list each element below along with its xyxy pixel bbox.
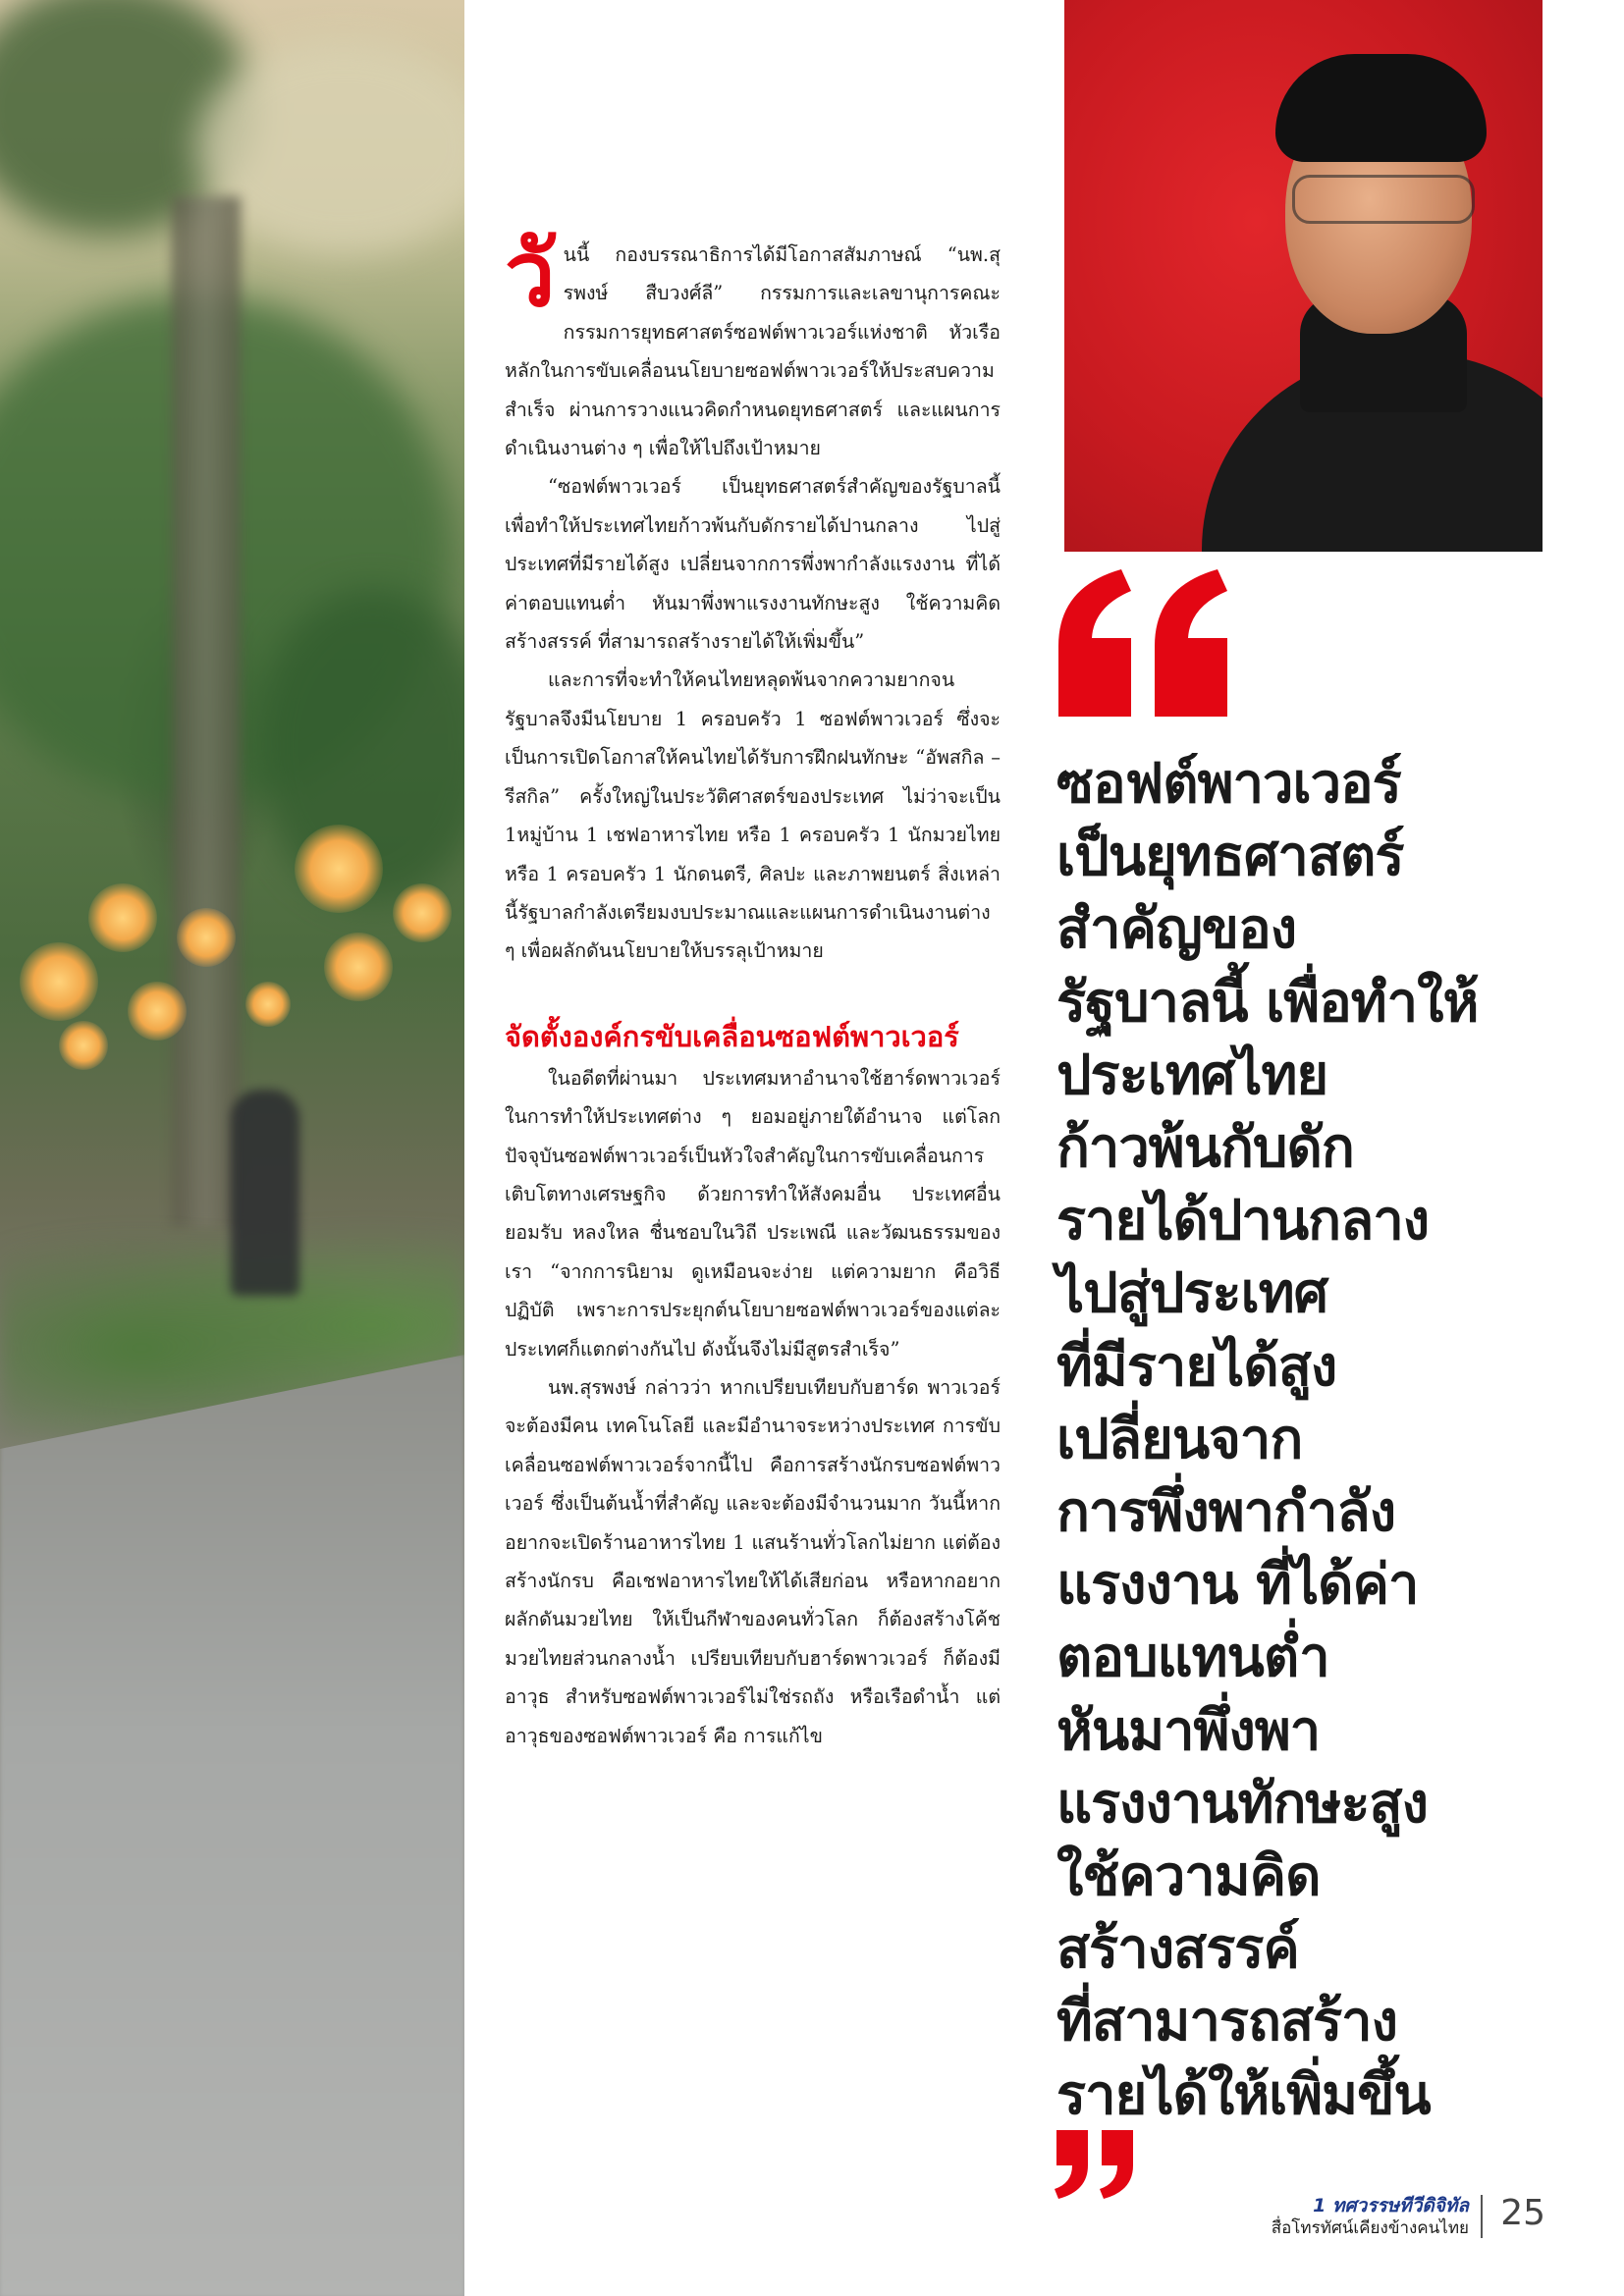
paragraph-history: ในอดีตที่ผ่านมา ประเทศมหาอำนาจใช้ฮาร์ดพาวเวอร์ในการทำให้ประเทศต่าง ๆ ยอมอยู่ภายใต้อำนาจ แต่โลกปัจจุบันซอฟต์พาวเวอร์เป็นหัวใจสำคัญในการขับเคลื่อนการเติบโตทางเศรษฐกิจ ด้วยการทำให้สังคมอื่น ประเทศอื่นยอมรับ หลงใหล ชื่นชอบในวิถี ประเพณี และวัฒนธรรมของเรา “จากการนิยาม ดูเหมือนจะง่าย แต่ความยาก คือวิธีปฏิบัติ เพราะการประยุกต์นโยบายซอฟต์พาวเวอร์ของแต่ละประเทศก็แตกต่างกันไป ดังนั้นจึงไม่มีสูตรสำเร็จ” [505, 1066, 1001, 1361]
pull-quote-line: แรงงาน ที่ได้ค่า [1056, 1553, 1419, 1618]
page-footer [1035, 2191, 1545, 2250]
pull-quote-line: รายได้ปานกลาง [1056, 1189, 1430, 1254]
pull-quote-line: ที่สามารถสร้าง [1056, 1990, 1397, 2055]
footer-tagline-brand: 1 ทศวรรษทีวีดิจิทัล [1313, 2195, 1469, 2216]
intro-paragraph [505, 221, 1001, 467]
pull-quote-line: ซอฟต์พาวเวอร์ [1056, 752, 1401, 816]
page-number: 25 [1500, 2193, 1545, 2233]
paragraph-warriors: นพ.สุรพงษ์ กล่าวว่า หากเปรียบเทียบกับฮาร์ด พาวเวอร์ จะต้องมีคน เทคโนโลยี และมีอำนาจระหว่างประเทศ การขับเคลื่อนซอฟต์พาวเวอร์จากนี้ไป คือการสร้างนักรบซอฟต์พาวเวอร์ ซึ่งเป็นต้นน้ำที่สำคัญ และจะต้องมีจำนวนมาก วันนี้หากอยากจะเปิดร้านอาหารไทย 1 แสนร้านทั่วโลกไม่ยาก แต่ต้องสร้างนักรบ คือเชฟอาหารไทยให้ได้เสียก่อน หรือหากอยากผลักดันมวยไทย ให้เป็นกีฬาของคนทั่วโลก ก็ต้องสร้างโค้ชมวยไทยส่วนกลางน้ำ เปรียบเทียบกับฮาร์ดพาวเวอร์ ก็ต้องมี อาวุธ สำหรับซอฟต์พาวเวอร์ไม่ใช่รถถัง หรือเรือดำน้ำ แต่อาวุธของซอฟต์พาวเวอร์ คือ การแก้ไข [505, 1375, 1001, 1747]
section-heading: จัดตั้งองค์กรขับเคลื่อนซอฟต์พาวเวอร์ [505, 1019, 959, 1053]
pull-quote-line: ไปสู่ประเทศ [1056, 1261, 1328, 1326]
portrait-photo [1064, 0, 1543, 552]
paragraph-policy: และการที่จะทำให้คนไทยหลุดพ้นจากความยากจน รัฐบาลจึงมีนโยบาย 1 ครอบครัว 1 ซอฟต์พาวเวอร์ ซึ่งจะเป็นการเปิดโอกาสให้คนไทยได้รับการฝึกฝนทักษะ “อัพสกิล – รีสกิล” ครั้งใหญ่ในประวัติศาสตร์ของประเทศ ไม่ว่าจะเป็น 1หมู่บ้าน 1 เชฟอาหารไทย หรือ 1 ครอบครัว 1 นักมวยไทย หรือ 1 ครอบครัว 1 นักดนตรี, ศิลปะ และภาพยนตร์ สิ่งเหล่านี้รัฐบาลกำลังเตรียมงบประมาณและแผนการดำเนินงานต่าง ๆ เพื่อผลักดันนโยบายให้บรรลุเป้าหมาย [505, 668, 1001, 963]
pull-quote-line: รัฐบาลนี้ เพื่อทำให้ [1056, 970, 1479, 1035]
close-quote-icon [1053, 2130, 1141, 2199]
pull-quote-line: ก้าวพ้นกับดัก [1056, 1116, 1354, 1181]
pull-quote-line: สร้างสรรค์ [1056, 1917, 1299, 1982]
open-quote-icon [1051, 569, 1237, 717]
pull-quote-line: เป็นยุทธศาสตร์ [1056, 825, 1404, 889]
footer-divider [1481, 2195, 1483, 2238]
paragraph-quote: “ซอฟต์พาวเวอร์ เป็นยุทธศาสตร์สำคัญของรัฐบาลนี้ เพื่อทำให้ประเทศไทยก้าวพ้นกับดักรายได้ปานกลาง ไปสู่ประเทศที่มีรายได้สูง เปลี่ยนจากการพึ่งพากำลังแรงงาน ที่ได้ค่าตอบแทนต่ำ หันมาพึ่งพาแรงงานทักษะสูง ใช้ความคิดสร้างสรรค์ ที่สามารถสร้างรายได้ให้เพิ่มขึ้น” [505, 475, 1001, 654]
drop-cap: วั [505, 221, 556, 327]
pull-quote-line: การพึ่งพากำลัง [1056, 1480, 1396, 1545]
pull-quote-line: ใช้ความคิด [1056, 1844, 1321, 1909]
footer-tagline-sub: สื่อโทรทัศน์เคียงข้างคนไทย [1271, 2218, 1469, 2238]
pull-quote [1056, 748, 1547, 2132]
pull-quote-line: ที่มีรายได้สูง [1056, 1334, 1337, 1399]
article-body [505, 221, 1001, 1755]
pull-quote-line: ประเทศไทย [1056, 1042, 1328, 1107]
pull-quote-line: แรงงานทักษะสูง [1056, 1771, 1428, 1836]
street-scene-photo [0, 0, 464, 2296]
pull-quote-line: สำคัญของ [1056, 897, 1297, 962]
pull-quote-line: หันมาพึ่งพา [1056, 1698, 1321, 1763]
intro-text: นนี้ กองบรรณาธิการได้มีโอกาสสัมภาษณ์ “นพ.สุรพงษ์ สืบวงศ์ลี” กรรมการและเลขานุการคณะกรรมการยุทธศาสตร์ซอฟต์พาวเวอร์แห่งชาติ หัวเรือหลักในการขับเคลื่อนนโยบายซอฟต์พาวเวอร์ให้ประสบความสำเร็จ ผ่านการวางแนวคิดกำหนดยุทธศาสตร์ และแผนการดำเนินงานต่าง ๆ เพื่อให้ไปถึงเป้าหมาย [505, 243, 1001, 460]
pull-quote-line: รายได้ให้เพิ่มขึ้น [1056, 2062, 1431, 2127]
pull-quote-line: เปลี่ยนจาก [1056, 1407, 1303, 1471]
pull-quote-line: ตอบแทนต่ำ [1056, 1626, 1329, 1690]
